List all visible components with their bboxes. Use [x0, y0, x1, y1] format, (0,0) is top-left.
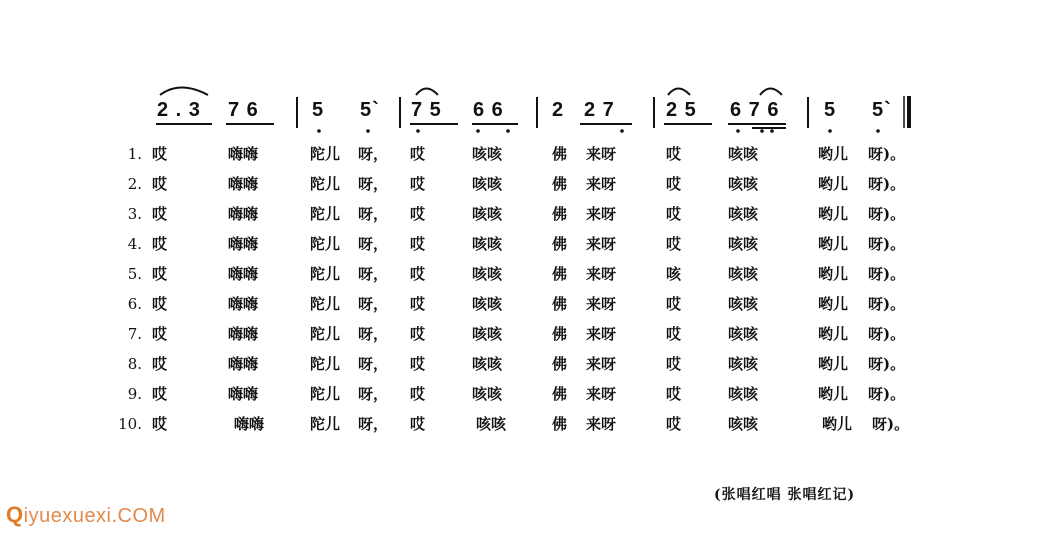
- lyric-word: 嗨嗨: [228, 175, 259, 193]
- lyric-word: 咳咳: [728, 355, 759, 373]
- lyric-word: 哟儿: [818, 145, 849, 163]
- lyric-word: 呀，: [358, 145, 389, 163]
- lyric-word: 佛: [552, 295, 568, 313]
- lyric-word: 咳咳: [472, 265, 503, 283]
- lyric-word: 咳咳: [728, 385, 759, 403]
- lyric-word: 陀儿: [310, 385, 341, 403]
- lyric-word: 哎: [152, 265, 168, 283]
- lyric-word: 咳咳: [472, 145, 503, 163]
- verse-number: 4.: [127, 235, 142, 253]
- lyric-word: 呀)。: [868, 265, 906, 283]
- lyric-row: [0, 414, 1043, 444]
- lyric-word: 咳咳: [472, 355, 503, 373]
- note-group-9: 2 5: [666, 99, 697, 121]
- lyric-word: 来呀: [586, 205, 617, 223]
- lyric-word: 哟儿: [818, 355, 849, 373]
- lyric-word: 哟儿: [818, 175, 849, 193]
- verse-number: 8.: [127, 355, 142, 373]
- lyric-word: 咳咳: [728, 235, 759, 253]
- lyric-word: 呀)。: [868, 235, 906, 253]
- note-group-3: 5: [312, 99, 325, 121]
- lyric-word: 哎: [152, 415, 168, 433]
- lyric-word: 陀儿: [310, 265, 341, 283]
- note-group-4: 5`: [360, 99, 380, 121]
- note-group-6: 6 6: [473, 99, 504, 121]
- lyric-word: 来呀: [586, 145, 617, 163]
- lyric-word: 呀)。: [868, 205, 906, 223]
- note-group-7: 2: [552, 99, 565, 121]
- lyric-row: [0, 384, 1043, 414]
- lyric-word: 哎: [666, 145, 682, 163]
- lyric-word: 咳咳: [728, 145, 759, 163]
- lyric-row: [0, 204, 1043, 234]
- lyric-word: 咳咳: [728, 295, 759, 313]
- lyric-word: 呀，: [358, 265, 389, 283]
- lyric-word: 呀，: [358, 175, 389, 193]
- note-group-1: 2 . 3: [157, 99, 201, 121]
- lyric-word: 呀，: [358, 325, 389, 343]
- lyric-word: 陀儿: [310, 235, 341, 253]
- lyric-word: 嗨嗨: [228, 235, 259, 253]
- note-group-5: 7 5: [411, 99, 442, 121]
- note-group-11: 5: [824, 99, 837, 121]
- lyric-word: 呀，: [358, 235, 389, 253]
- lyric-word: 嗨嗨: [234, 415, 265, 433]
- lyric-word: 陀儿: [310, 415, 341, 433]
- verse-number: 6.: [127, 295, 142, 313]
- lyric-word: 哎: [410, 235, 426, 253]
- lyric-word: 佛: [552, 205, 568, 223]
- lyric-word: 呀，: [358, 385, 389, 403]
- lyric-word: 佛: [552, 175, 568, 193]
- lyric-word: 来呀: [586, 355, 617, 373]
- verse-number: 5.: [127, 265, 142, 283]
- lyric-word: 咳咳: [728, 265, 759, 283]
- note-group-8: 2 7: [584, 99, 615, 121]
- lyric-word: 嗨嗨: [228, 145, 259, 163]
- lyric-word: 咳咳: [472, 205, 503, 223]
- lyric-word: 佛: [552, 415, 568, 433]
- verse-number: 7.: [127, 325, 142, 343]
- lyric-word: 咳咳: [472, 325, 503, 343]
- jianpu-notation-line: [0, 0, 1043, 150]
- lyric-word: 来呀: [586, 295, 617, 313]
- lyric-word: 呀，: [358, 295, 389, 313]
- lyric-word: 陀儿: [310, 295, 341, 313]
- lyric-word: 咳咳: [472, 235, 503, 253]
- lyric-word: 哟儿: [818, 205, 849, 223]
- lyric-word: 呀，: [358, 205, 389, 223]
- lyric-word: 咳咳: [728, 205, 759, 223]
- lyric-word: 呀)。: [868, 385, 906, 403]
- lyric-word: 哎: [410, 415, 426, 433]
- lyric-word: 来呀: [586, 265, 617, 283]
- lyric-word: 嗨嗨: [228, 265, 259, 283]
- lyric-word: 哎: [666, 235, 682, 253]
- lyric-word: 哎: [410, 325, 426, 343]
- lyric-word: 哎: [666, 325, 682, 343]
- lyric-word: 佛: [552, 385, 568, 403]
- lyric-word: 咳咳: [472, 385, 503, 403]
- lyric-word: 哎: [666, 385, 682, 403]
- lyric-row: [0, 174, 1043, 204]
- lyric-word: 哎: [152, 325, 168, 343]
- lyric-word: 哎: [152, 355, 168, 373]
- lyric-word: 哟儿: [818, 325, 849, 343]
- lyric-word: 咳咳: [476, 415, 507, 433]
- lyric-word: 哎: [666, 175, 682, 193]
- lyric-word: 哎: [152, 385, 168, 403]
- lyric-word: 陀儿: [310, 205, 341, 223]
- lyric-word: 陀儿: [310, 145, 341, 163]
- lyric-word: 呀)。: [868, 175, 906, 193]
- verse-number: 1.: [127, 145, 142, 163]
- lyric-word: 来呀: [586, 325, 617, 343]
- singer-recorder-credit: (张唱红唱 张唱红记): [714, 487, 856, 503]
- lyric-word: 咳: [666, 265, 682, 283]
- lyric-word: 咳咳: [472, 295, 503, 313]
- lyric-word: 来呀: [586, 415, 617, 433]
- lyric-word: 呀)。: [872, 415, 910, 433]
- lyric-word: 咳咳: [472, 175, 503, 193]
- site-watermark[interactable]: [6, 502, 166, 528]
- lyric-word: 呀)。: [868, 295, 906, 313]
- lyric-word: 来呀: [586, 175, 617, 193]
- lyric-word: 哟儿: [818, 265, 849, 283]
- lyric-word: 哎: [666, 205, 682, 223]
- lyric-word: 哎: [410, 265, 426, 283]
- lyric-row: [0, 144, 1043, 174]
- lyric-word: 嗨嗨: [228, 295, 259, 313]
- lyric-word: 陀儿: [310, 325, 341, 343]
- lyric-word: 哎: [410, 145, 426, 163]
- lyric-word: 哎: [410, 385, 426, 403]
- lyric-word: 来呀: [586, 385, 617, 403]
- lyric-row: [0, 234, 1043, 264]
- lyric-row: [0, 354, 1043, 384]
- lyric-word: 哎: [152, 205, 168, 223]
- lyric-word: 嗨嗨: [228, 355, 259, 373]
- lyric-word: 来呀: [586, 235, 617, 253]
- lyric-word: 呀，: [358, 355, 389, 373]
- lyric-word: 哎: [410, 355, 426, 373]
- notation-marks: [0, 0, 1043, 150]
- lyric-word: 咳咳: [728, 175, 759, 193]
- lyric-word: 佛: [552, 265, 568, 283]
- lyric-word: 哟儿: [822, 415, 853, 433]
- lyric-word: 哎: [152, 295, 168, 313]
- lyric-word: 呀)。: [868, 145, 906, 163]
- lyric-word: 陀儿: [310, 355, 341, 373]
- lyric-word: 哎: [152, 175, 168, 193]
- lyric-word: 哎: [666, 415, 682, 433]
- lyric-word: 哟儿: [818, 385, 849, 403]
- lyric-word: 咳咳: [728, 325, 759, 343]
- lyric-word: 佛: [552, 145, 568, 163]
- lyric-word: 呀，: [358, 415, 389, 433]
- lyric-word: 哟儿: [818, 295, 849, 313]
- lyric-word: 陀儿: [310, 175, 341, 193]
- verse-number: 9.: [127, 385, 142, 403]
- lyric-word: 咳咳: [728, 415, 759, 433]
- lyric-word: 嗨嗨: [228, 205, 259, 223]
- lyric-word: 哎: [152, 235, 168, 253]
- lyric-word: 佛: [552, 355, 568, 373]
- verse-number: 10.: [118, 415, 142, 433]
- note-group-12: 5`: [872, 99, 892, 121]
- lyric-word: 哎: [410, 205, 426, 223]
- lyric-word: 哎: [410, 175, 426, 193]
- watermark-logo-letter: Q: [6, 502, 24, 527]
- lyric-word: 哟儿: [818, 235, 849, 253]
- lyric-word: 呀)。: [868, 325, 906, 343]
- lyric-word: 哎: [666, 295, 682, 313]
- lyric-word: 呀)。: [868, 355, 906, 373]
- lyric-word: 嗨嗨: [228, 325, 259, 343]
- lyric-word: 佛: [552, 325, 568, 343]
- note-group-2: 7 6: [228, 99, 259, 121]
- lyric-row: [0, 264, 1043, 294]
- watermark-domain: iyuexuexi.COM: [23, 505, 166, 527]
- lyric-row: [0, 324, 1043, 354]
- lyric-word: 嗨嗨: [228, 385, 259, 403]
- lyric-word: 佛: [552, 235, 568, 253]
- lyric-word: 哎: [152, 145, 168, 163]
- lyric-row: [0, 294, 1043, 324]
- verse-number: 2.: [127, 175, 142, 193]
- note-group-10: 6 7 6: [730, 99, 780, 121]
- lyric-word: 哎: [410, 295, 426, 313]
- lyric-word: 哎: [666, 355, 682, 373]
- verse-number: 3.: [127, 205, 142, 223]
